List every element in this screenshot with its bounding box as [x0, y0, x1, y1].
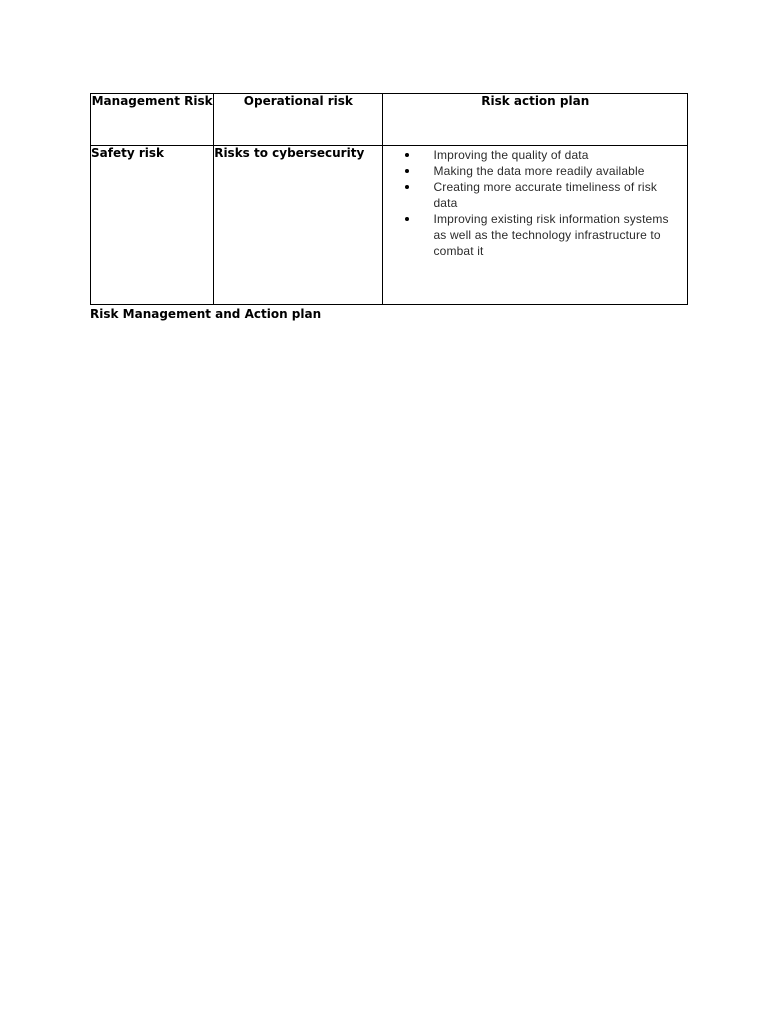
cell-risk-action-plan [383, 146, 688, 305]
list-item [405, 163, 681, 179]
list-item [405, 179, 681, 211]
cell-management-risk: Safety risk [91, 146, 214, 305]
cell-operational-risk: Risks to cybersecurity [214, 146, 383, 305]
action-plan-list [383, 146, 687, 259]
list-item [405, 147, 681, 163]
list-item [405, 211, 681, 259]
header-management-risk: Management Risk [91, 94, 214, 146]
table-row [91, 146, 688, 305]
table-caption: Risk Management and Action plan [90, 307, 322, 321]
list-item-text: Making the data more readily available [433, 164, 645, 178]
header-operational-risk: Operational risk [214, 94, 383, 146]
bullet-icon [405, 185, 409, 189]
list-item-text: Improving existing risk information systems as well as the technology infrastructure to combat it [433, 212, 669, 258]
bullet-icon [405, 169, 409, 173]
table-header-row [91, 94, 688, 146]
bullet-icon [405, 217, 409, 221]
risk-table [90, 93, 688, 305]
header-risk-action-plan: Risk action plan [383, 94, 688, 146]
list-item-text: Improving the quality of data [433, 148, 589, 162]
bullet-icon [405, 153, 409, 157]
list-item-text: Creating more accurate timeliness of risk data [433, 180, 658, 210]
